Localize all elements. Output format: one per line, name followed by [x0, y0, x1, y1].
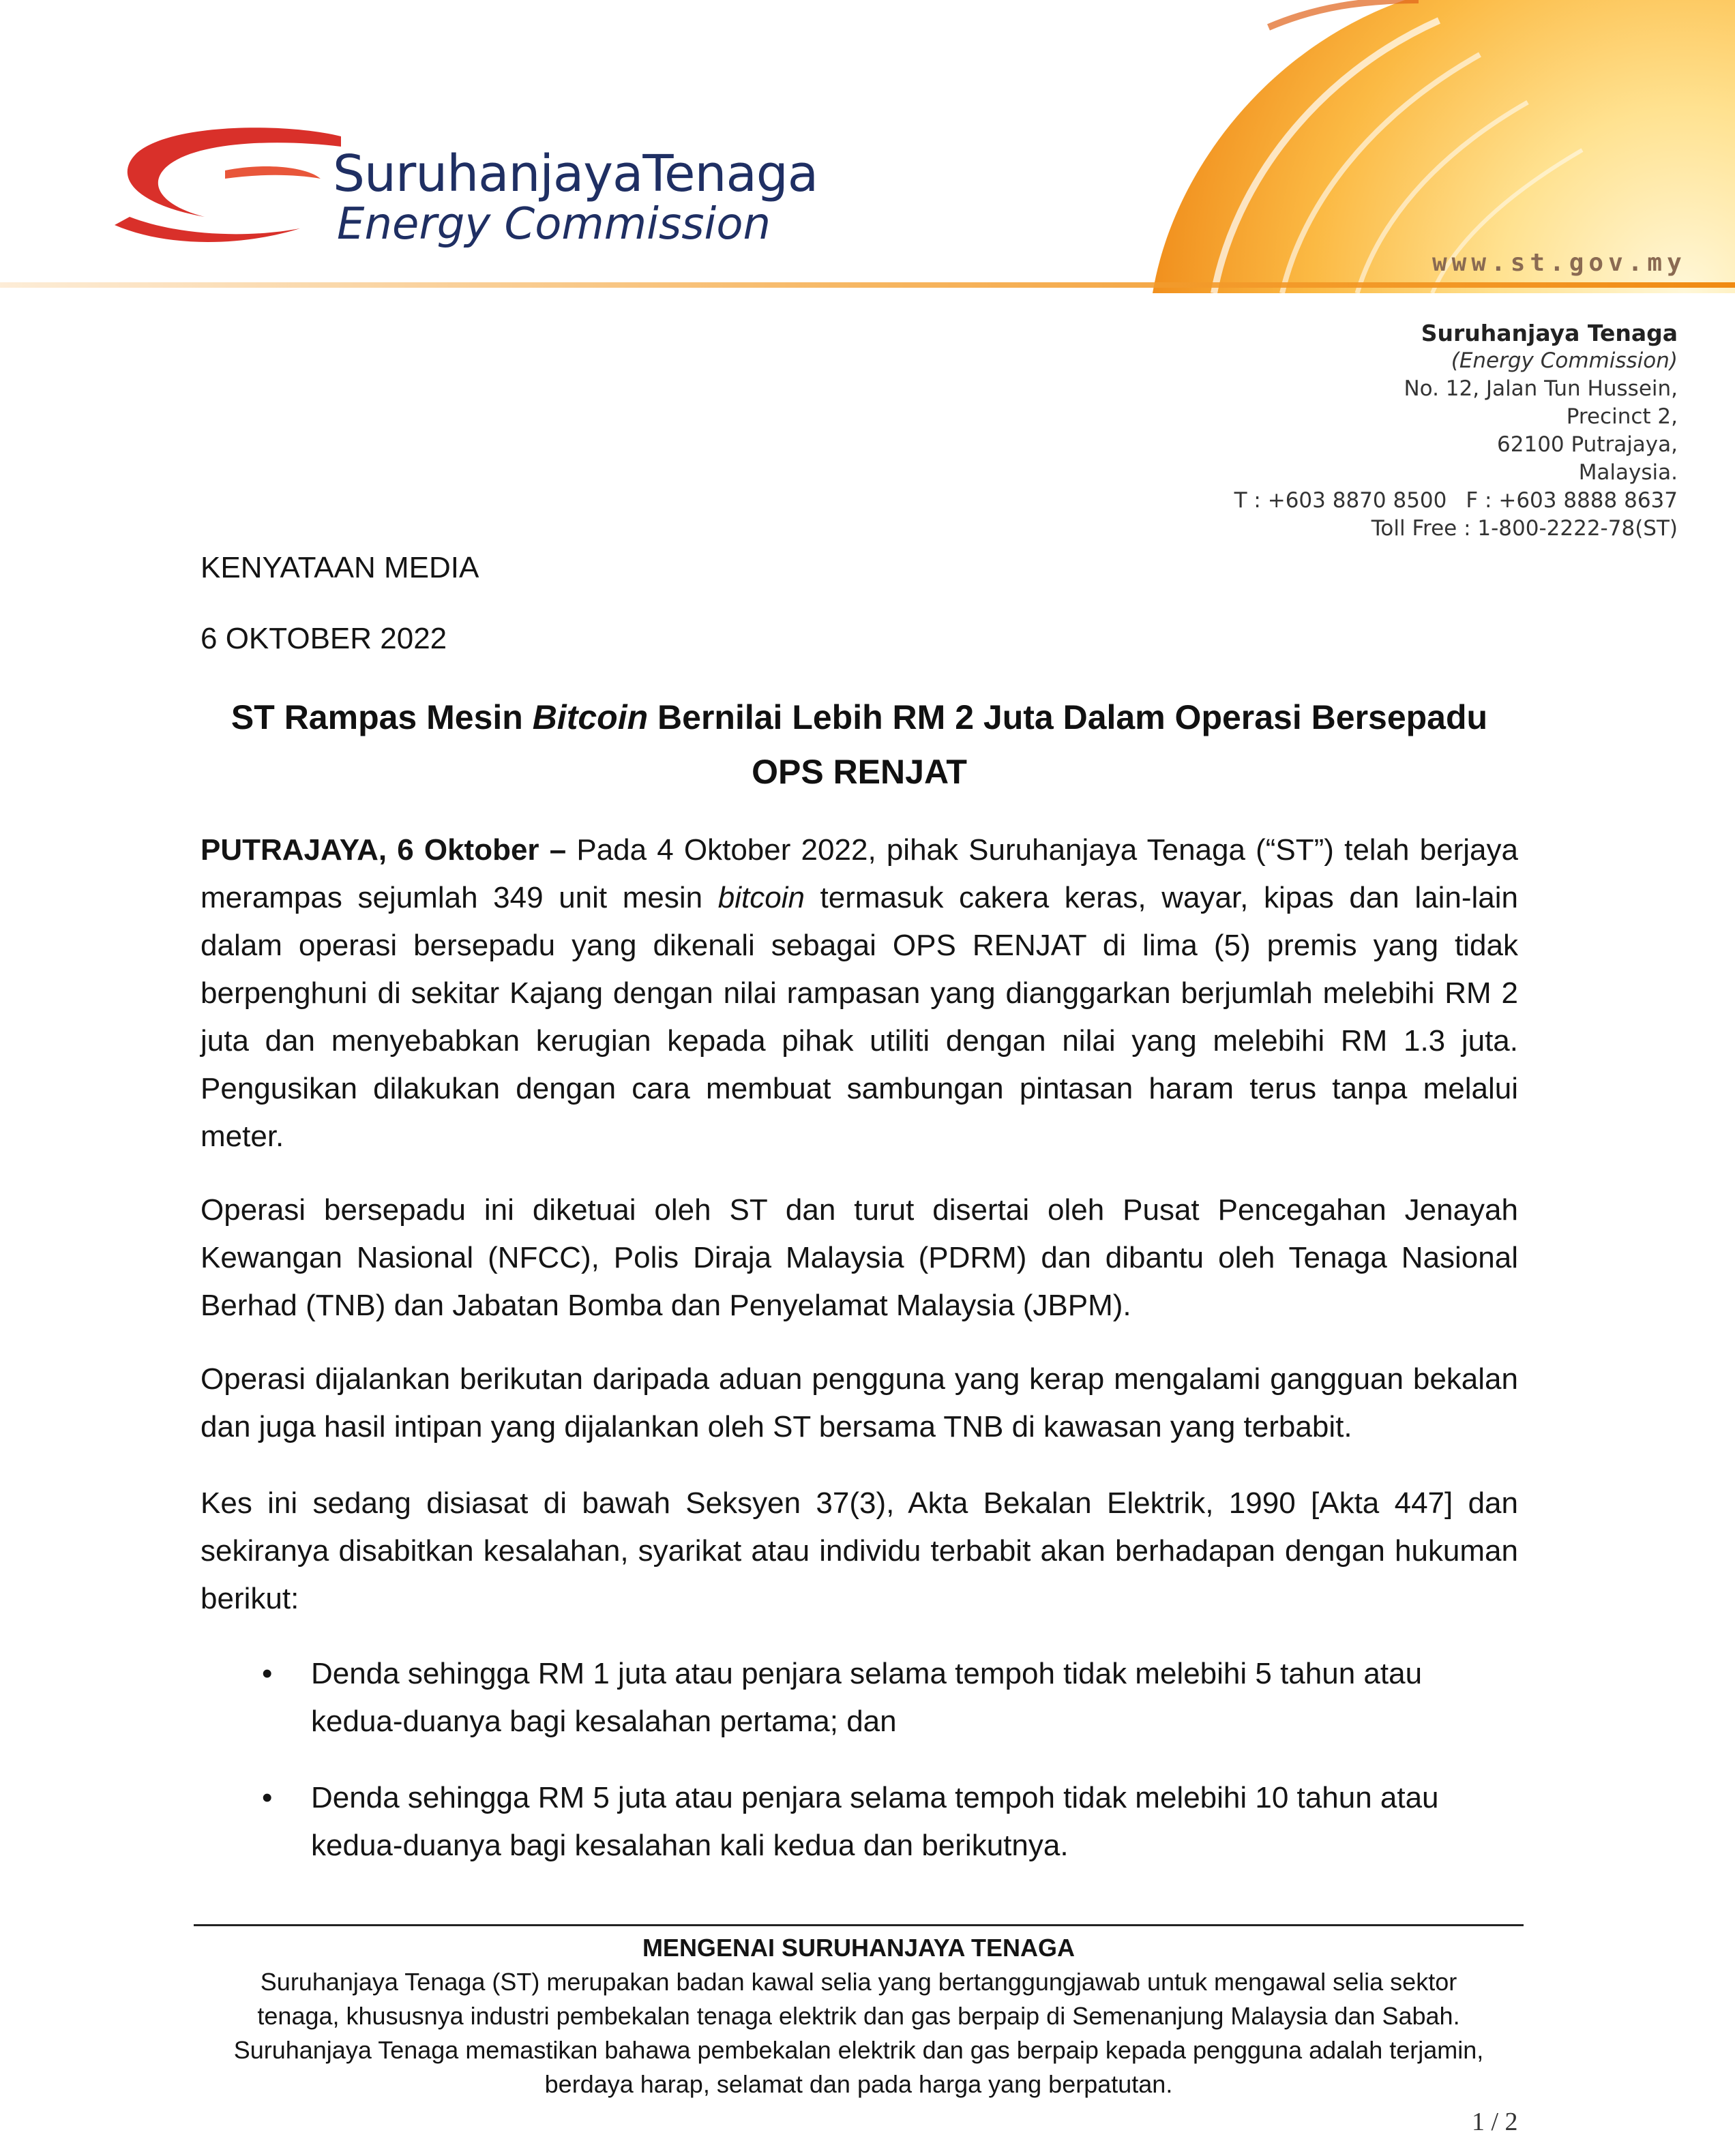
page-number: 1 / 2 — [1472, 2108, 1518, 2136]
address-org-english: (Energy Commission) — [1451, 348, 1678, 373]
letterhead-band — [0, 282, 1735, 288]
list-item: • Denda sehingga RM 1 juta atau penjara selama tempoh tidak melebihi 5 tahun atau kedua-duanya bagi kesalahan pertama; dan — [259, 1650, 1500, 1746]
footer-line: Suruhanjaya Tenaga (ST) merupakan badan kawal selia yang bertanggungjawab untuk mengawal selia sektor — [260, 1968, 1457, 1996]
footer-line: berdaya harap, selamat dan pada harga yang berpatutan. — [544, 2070, 1173, 2098]
paragraph-1: PUTRAJAYA, 6 Oktober – Pada 4 Oktober 2022, pihak Suruhanjaya Tenaga (“ST”) telah berjaya merampas sejumlah 349 unit mesin bitcoin termasuk cakera keras, wayar, kipas dan lain-lain dalam operasi bersepadu yang dikenali sebagai OPS RENJAT di lima (5) premis yang tidak berpenghuni di sekitar Kajang dengan nilai rampasan yang dianggarkan berjumlah melebihi RM 2 juta dan menyebabkan kerugian kepada pihak utiliti dengan nilai yang melebihi RM 1.3 juta. Pengusikan dilakukan dengan cara membuat sambungan pintasan haram terus tanpa melalui meter. — [201, 833, 1518, 1153]
paragraph-3: Operasi dijalankan berikutan daripada aduan pengguna yang kerap mengalami gangguan bekalan dan juga hasil intipan yang dijalankan oleh ST bersama TNB di kawasan yang terbabit. — [201, 1362, 1518, 1443]
title-italic-word: Bitcoin — [532, 698, 649, 736]
address-tollfree: Toll Free : 1-800-2222-78(ST) — [1371, 516, 1678, 541]
paragraph-2: Operasi bersepadu ini diketuai oleh ST dan turut disertai oleh Pusat Pencegahan Jenayah Kewangan Nasional (NFCC), Polis Diraja Malaysia (PDRM) dan dibantu oleh Tenaga Nasional Berhad (TNB) dan Jabatan Bomba dan Penyelamat Malaysia (JBPM). — [201, 1193, 1518, 1322]
website-url: www.st.gov.my — [1432, 249, 1687, 277]
bitcoin-term: bitcoin — [717, 881, 805, 914]
address-street: No. 12, Jalan Tun Hussein, — [1404, 376, 1678, 401]
footer-line: Suruhanjaya Tenaga memastikan bahawa pembekalan elektrik dan gas berpaip kepada pengguna adalah terjamin, — [233, 2036, 1484, 2064]
address-block — [1215, 319, 1678, 543]
penalty-list — [259, 1650, 1500, 1870]
dateline: PUTRAJAYA, 6 Oktober – — [201, 833, 567, 867]
energy-commission-logo-icon — [115, 128, 341, 242]
footer-about — [194, 1931, 1524, 2101]
footer-divider — [194, 1924, 1524, 1926]
paragraph-4: Kes ini sedang disiasat di bawah Seksyen 37(3), Akta Bekalan Elektrik, 1990 [Akta 447] dan sekiranya disabitkan kesalahan, syarikat atau individu terbabit akan berhadapan dengan hukuman berikut: — [201, 1486, 1518, 1615]
address-contacts — [1215, 487, 1678, 515]
address-city: 62100 Putrajaya, — [1497, 432, 1678, 457]
address-telephone: T : +603 8870 8500 — [1234, 488, 1447, 513]
document-type: KENYATAAN MEDIA — [201, 551, 479, 584]
footer-line: tenaga, khususnya industri pembekalan tenaga elektrik dan gas berpaip di Semenanjung Malaysia dan Sabah. — [257, 2002, 1460, 2030]
logo-wordmark-malay: SuruhanjayaTenaga — [333, 145, 818, 203]
bullet-icon: • — [262, 1781, 273, 1814]
address-org: Suruhanjaya Tenaga — [1421, 320, 1678, 346]
address-precinct: Precinct 2, — [1566, 404, 1678, 429]
footer-heading: MENGENAI SURUHANJAYA TENAGA — [642, 1934, 1076, 1962]
bullet-icon: • — [262, 1657, 273, 1690]
list-item: • Denda sehingga RM 5 juta atau penjara selama tempoh tidak melebihi 10 tahun atau kedua-duanya bagi kesalahan kali kedua dan berikutnya. — [259, 1774, 1500, 1870]
title-line-1: ST Rampas Mesin Bitcoin Bernilai Lebih RM 2 Juta Dalam Operasi Bersepadu — [231, 698, 1488, 736]
address-fax: F : +603 8888 8637 — [1466, 488, 1678, 513]
page-title — [201, 690, 1518, 799]
document-date: 6 OKTOBER 2022 — [201, 622, 447, 655]
title-line-2: OPS RENJAT — [752, 753, 967, 791]
address-country: Malaysia. — [1578, 460, 1678, 485]
logo-wordmark-english: Energy Commission — [337, 199, 771, 250]
